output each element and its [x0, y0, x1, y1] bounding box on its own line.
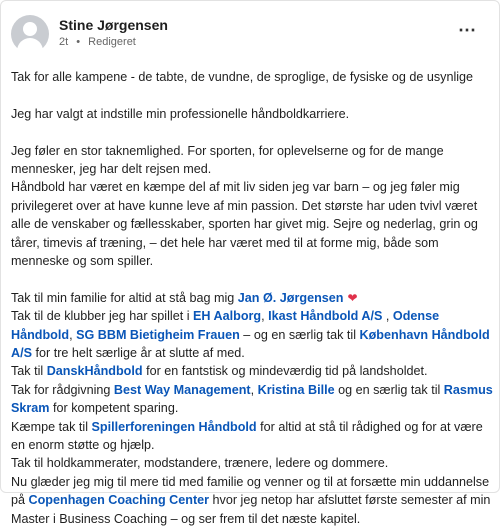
- mention-spillerforeningen[interactable]: Spillerforeningen Håndbold: [91, 419, 257, 434]
- paragraph-gap: [11, 86, 493, 104]
- paragraph-future: [11, 473, 493, 528]
- advice-text-mid: og en særlig tak til: [334, 382, 444, 397]
- paragraph-national-team: [11, 362, 493, 380]
- edited-label: Redigeret: [88, 36, 136, 48]
- future-text-pre: Nu glæder jeg mig til mere tid med familie og venner og til at forsætte min uddannelse på: [11, 474, 490, 508]
- clubs-separator: ,: [261, 309, 269, 324]
- paragraph-clubs: [11, 307, 493, 362]
- mention-kristina-bille[interactable]: Kristina Bille: [257, 382, 335, 397]
- clubs-text-end: for tre helt særlige år at slutte af med.: [32, 346, 245, 361]
- clubs-separator: ,: [382, 309, 393, 324]
- clubs-text: Tak til de klubber jeg har spillet i: [11, 309, 193, 324]
- clubs-text-mid: – og en særlig tak til: [239, 327, 360, 342]
- meta-separator: •: [76, 36, 81, 48]
- post-time: 2t: [59, 36, 69, 48]
- dansk-text-pre: Tak til: [11, 364, 47, 379]
- union-text-pre: Kæmpe tak til: [11, 419, 92, 434]
- mention-kobenhavn-handbold[interactable]: København Håndbold A/S: [11, 327, 490, 361]
- mention-best-way-management[interactable]: Best Way Management: [113, 382, 251, 397]
- post-header: [1, 1, 501, 61]
- future-text-post: hvor jeg netop har afsluttet første semester af min Master i Business Coaching – og ser frem til det næste kapitel.: [11, 493, 491, 526]
- advice-text-pre: Tak for rådgivning: [11, 382, 114, 397]
- paragraph-family: [11, 289, 493, 307]
- paragraph-union: [11, 418, 493, 455]
- advice-text-post: for kompetent sparing.: [49, 401, 179, 416]
- post-meta: [59, 36, 136, 48]
- mention-ikast-handbold[interactable]: Ikast Håndbold A/S: [268, 309, 383, 324]
- mention-jan-jorgensen[interactable]: Jan Ø. Jørgensen: [237, 290, 344, 305]
- paragraph-gap: [11, 123, 493, 141]
- avatar-head-shape: [23, 22, 37, 36]
- paragraph-advice: [11, 381, 493, 418]
- mention-rasmus-skram[interactable]: Rasmus Skram: [11, 382, 493, 416]
- clubs-separator: ,: [69, 327, 77, 342]
- mention-dansk-handbold[interactable]: DanskHåndbold: [46, 364, 143, 379]
- paragraph-teammates: Tak til holdkammerater, modstandere, trænere, ledere og dommere.: [11, 456, 389, 471]
- paragraph-handball: Håndbold har været en kæmpe del af mit liv siden jeg var barn – og jeg føler mig privilegeret over at have kunne leve af min passion. Det største har uden tvivl været alle de venskaber og fællesskaber, sporten har givet mig. Sejre og nederlag, grin og tårer, timevis af træning, – det hele har været med til at forme mig, både som menneske og som spiller.: [11, 180, 478, 269]
- advice-separator: ,: [250, 382, 258, 397]
- paragraph-gap: [11, 270, 493, 288]
- paragraph-gratitude: Jeg føler en stor taknemlighed. For sporten, for oplevelserne og for de mange mennesker, jeg har delt rejsen med.: [11, 143, 444, 176]
- heart-icon: ❤: [347, 290, 358, 305]
- mention-sg-bbm-bietigheim[interactable]: SG BBM Bietigheim Frauen: [76, 327, 240, 342]
- paragraph-thanks: Tak for alle kampene - de tabte, de vundne, de sproglige, de fysiske og de usynlige: [11, 70, 474, 84]
- dansk-text-post: for en fantstisk og mindeværdig tid på landsholdet.: [142, 364, 428, 379]
- paragraph-retire: Jeg har valgt at indstille min professionelle håndboldkarriere.: [11, 106, 350, 121]
- mention-eh-aalborg[interactable]: EH Aalborg: [193, 309, 262, 324]
- author-name[interactable]: Stine Jørgensen: [59, 17, 168, 33]
- union-text-post: for altid at stå til rådighed og for at være en enorm støtte og hjælp.: [11, 419, 483, 453]
- mention-odense-handbold[interactable]: Odense Håndbold: [11, 309, 440, 342]
- avatar-body-shape: [17, 38, 43, 60]
- mention-copenhagen-coaching-center[interactable]: Copenhagen Coaching Center: [28, 493, 210, 508]
- more-options-icon[interactable]: ⋯: [458, 20, 477, 40]
- post-content: [11, 68, 493, 528]
- avatar[interactable]: [11, 15, 49, 53]
- family-text: Tak til min familie for altid at stå bag mig: [11, 290, 238, 305]
